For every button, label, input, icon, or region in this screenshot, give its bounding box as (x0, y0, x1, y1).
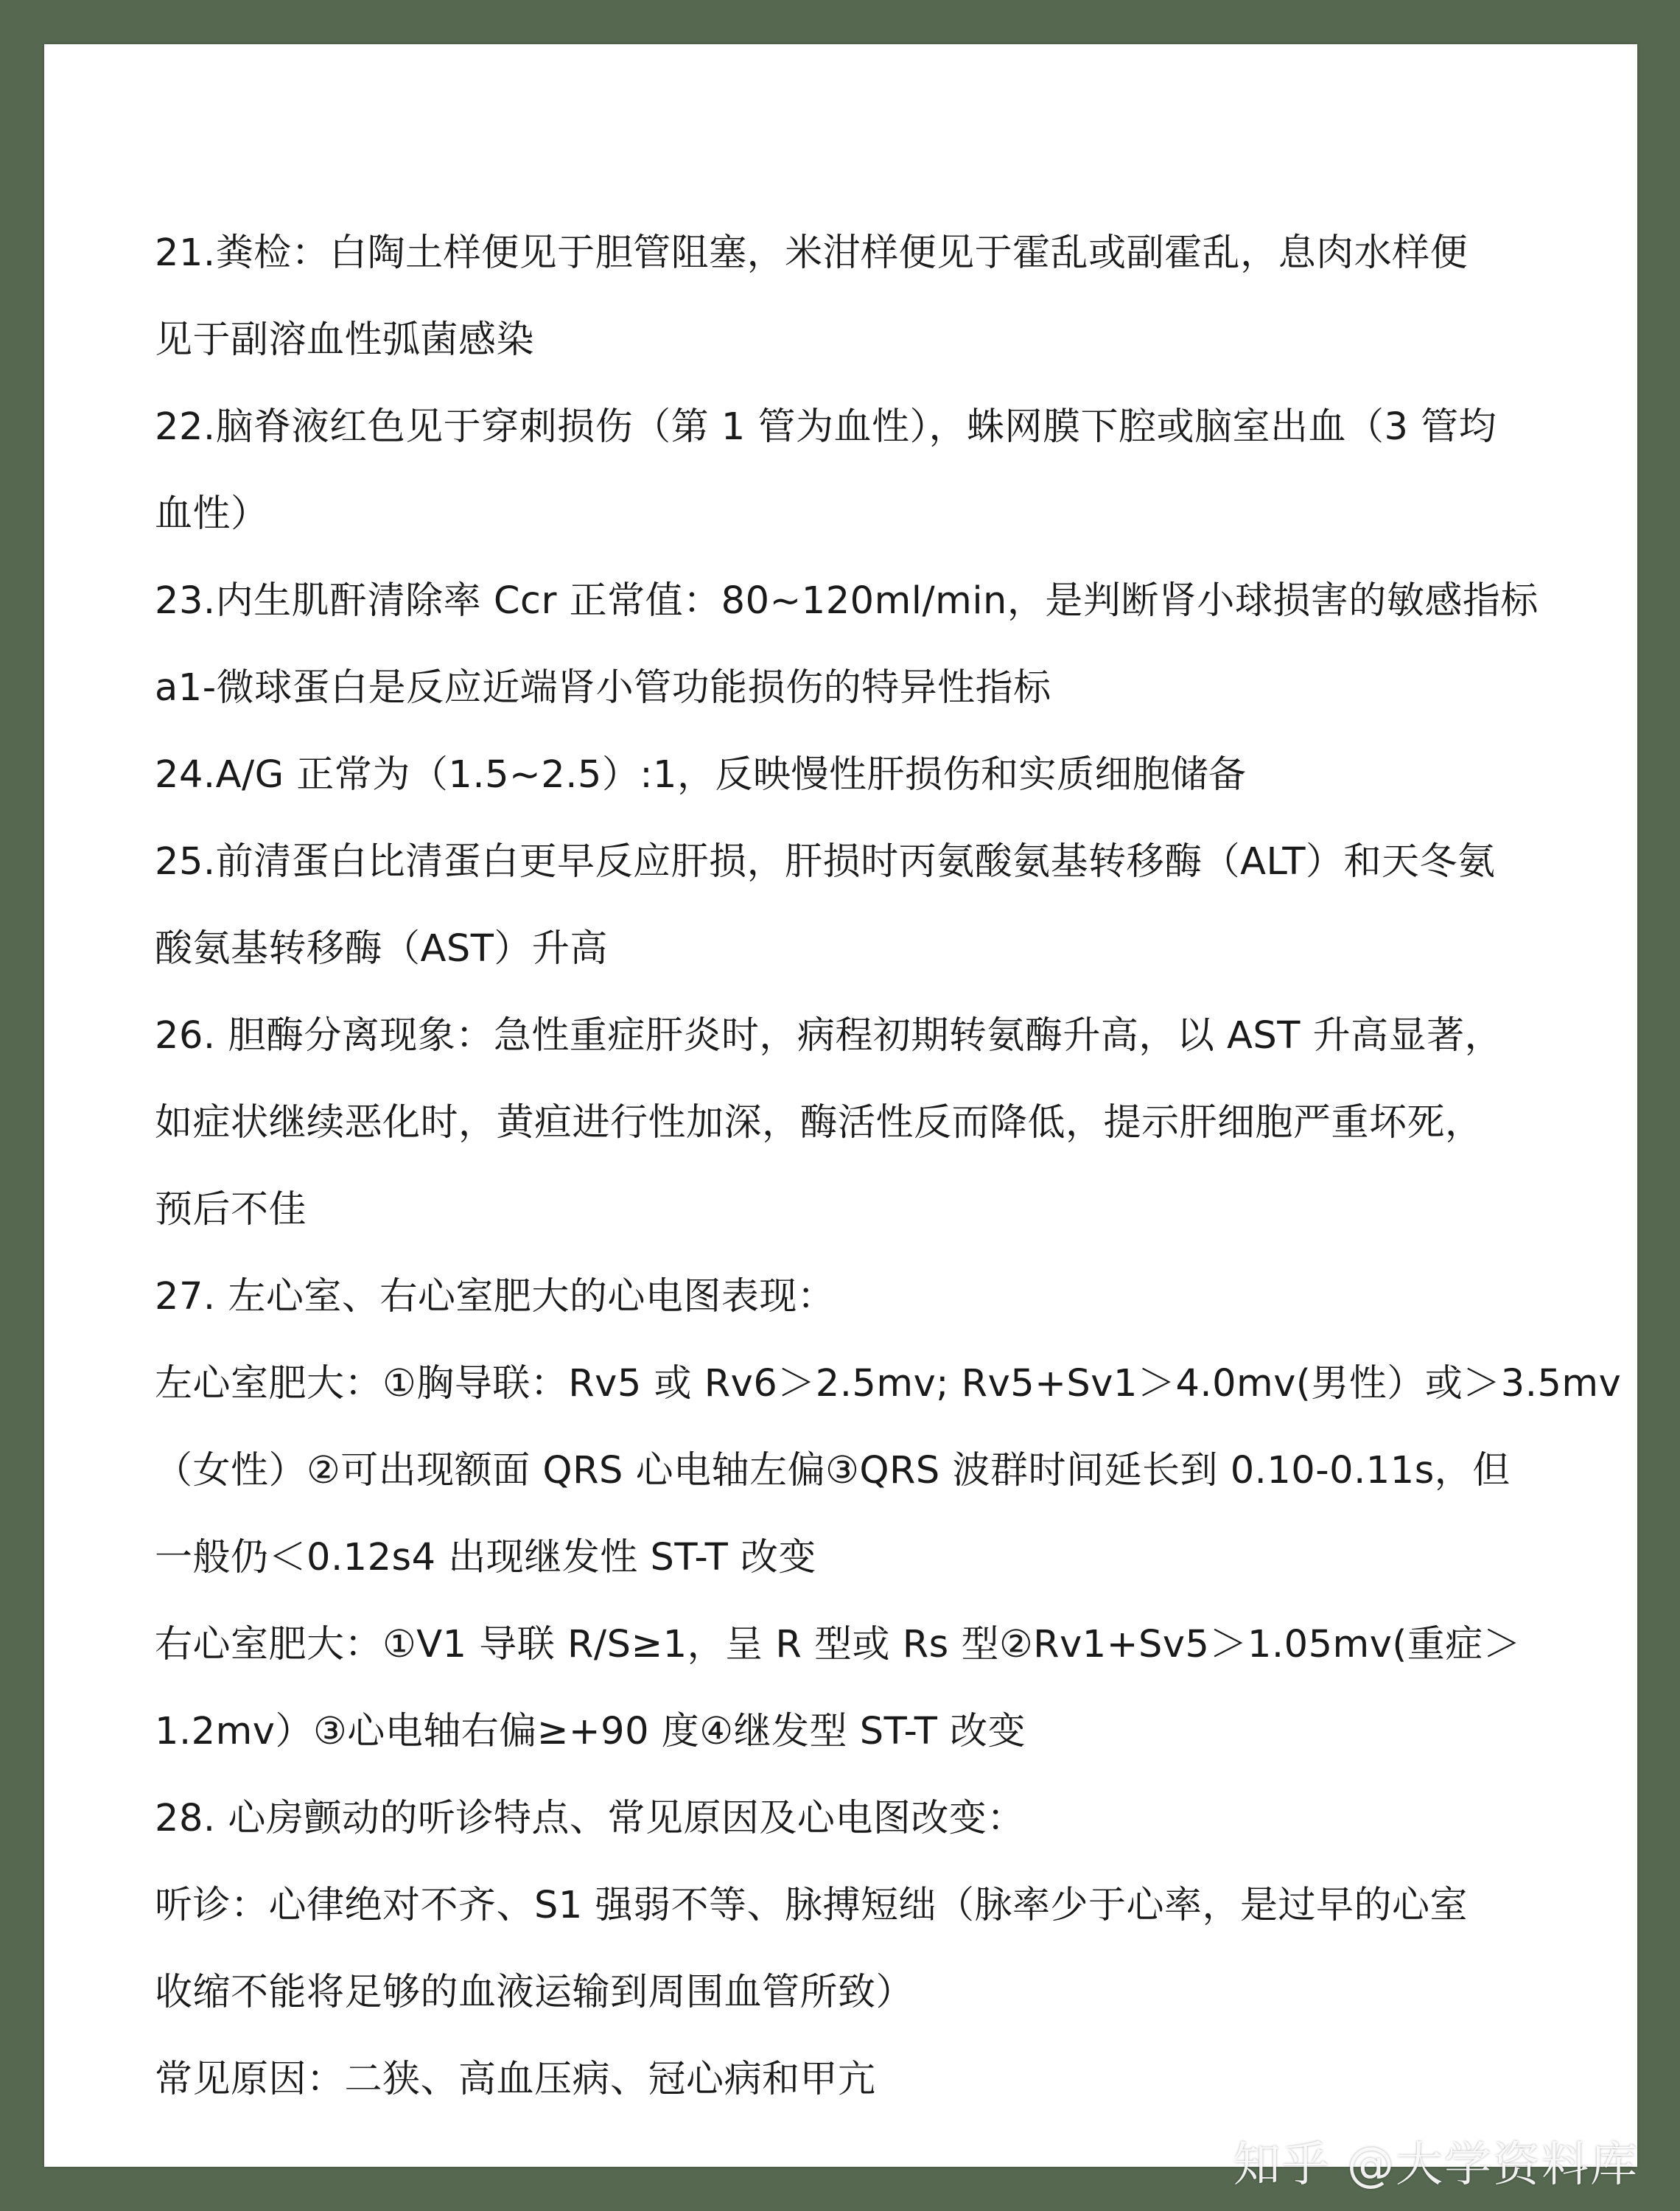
text-line: 21.粪检：白陶土样便见于胆管阻塞，米泔样便见于霍乱或副霍乱，息肉水样便 (155, 231, 1469, 275)
text-line: 常见原因：二狭、高血压病、冠心病和甲亢 (155, 2058, 876, 2101)
text-line: 24.A/G 正常为（1.5~2.5）:1，反映慢性肝损伤和实质细胞储备 (155, 753, 1247, 797)
document-body (155, 210, 1622, 2123)
text-line: 23.内生肌酐清除率 Ccr 正常值：80~120ml/min，是判断肾小球损害的敏感指标 (155, 579, 1539, 623)
document-page (44, 44, 1637, 2167)
text-line: 右心室肥大：①V1 导联 R/S≥1，呈 R 型或 Rs 型②Rv1+Sv5＞1.05mv(重症＞ (155, 1623, 1522, 1666)
text-line: 一般仍＜0.12s4 出现继发性 ST-T 改变 (155, 1536, 816, 1579)
text-line: 左心室肥大：①胸导联：Rv5 或 Rv6＞2.5mv; Rv5+Sv1＞4.0mv(男性）或＞3.5mv (155, 1362, 1622, 1405)
text-line: 26. 胆酶分离现象：急性重症肝炎时，病程初期转氨酶升高，以 AST 升高显著， (155, 1014, 1503, 1058)
text-line: 听诊：心律绝对不齐、S1 强弱不等、脉搏短绌（脉率少于心率，是过早的心室 (155, 1884, 1469, 1927)
text-line: 1.2mv）③心电轴右偏≥+90 度④继发型 ST-T 改变 (155, 1710, 1026, 1753)
text-line: 酸氨基转移酶（AST）升高 (155, 927, 608, 971)
text-line: 22.脑脊液红色见于穿刺损伤（第 1 管为血性），蛛网膜下腔或脑室出血（3 管均 (155, 405, 1497, 449)
text-line: 28. 心房颤动的听诊特点、常见原因及心电图改变： (155, 1797, 1025, 1840)
text-line: 27. 左心室、右心室肥大的心电图表现： (155, 1275, 836, 1318)
text-line: a1-微球蛋白是反应近端肾小管功能损伤的特异性指标 (155, 666, 1051, 710)
text-line: 预后不佳 (155, 1188, 307, 1232)
text-line: 如症状继续恶化时，黄疸进行性加深，酶活性反而降低，提示肝细胞严重坏死， (155, 1101, 1483, 1145)
text-line: 收缩不能将足够的血液运输到周围血管所致） (155, 1971, 914, 2014)
text-line: 见于副溶血性弧菌感染 (155, 318, 535, 362)
text-line: 血性） (155, 492, 269, 536)
text-line: （女性）②可出现额面 QRS 心电轴左偏③QRS 波群时间延长到 0.10-0.11s，但 (155, 1449, 1511, 1492)
text-line: 25.前清蛋白比清蛋白更早反应肝损，肝损时丙氨酸氨基转移酶（ALT）和天冬氨 (155, 840, 1496, 884)
watermark: 知乎 @大学资料库 (1233, 2138, 1639, 2193)
